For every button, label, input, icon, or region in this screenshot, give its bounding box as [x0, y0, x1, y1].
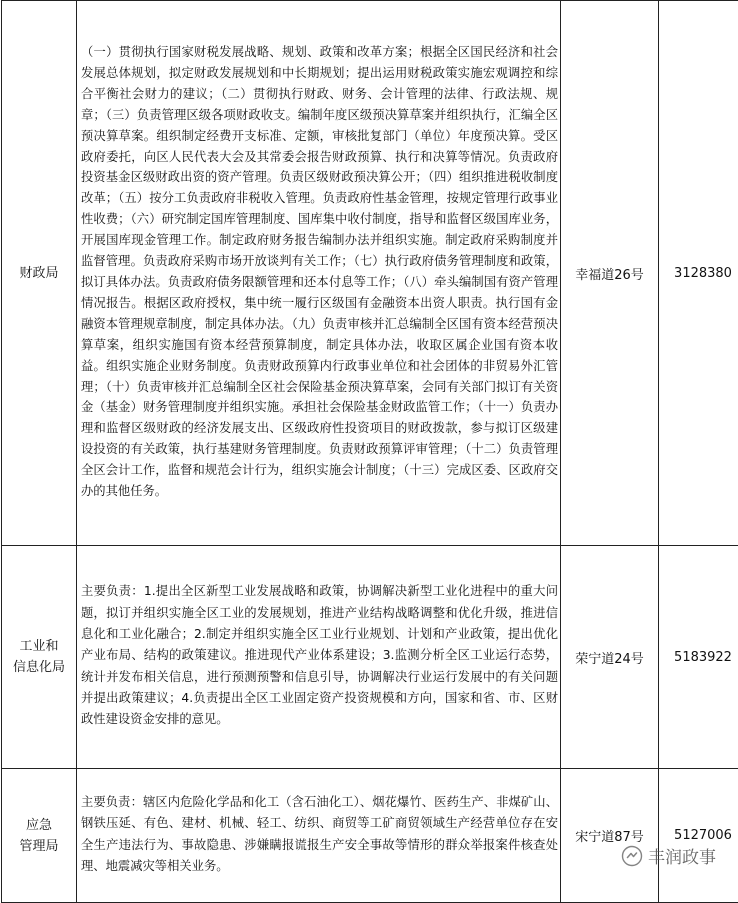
department-name-line: 应急 — [26, 818, 52, 833]
phone-text: 5127006 — [674, 828, 732, 843]
department-name-line: 管理局 — [19, 839, 58, 854]
department-name-text: 财政局 — [19, 266, 58, 281]
table-row — [2, 546, 738, 769]
address-text: 宋宁道87号 — [575, 830, 644, 845]
duties-text: （一）贯彻执行国家财税发展战略、规划、政策和改革方案；根据全区国民经济和社会发展总体规划，拟定财政发展规划和中长期规划；提出运用财税政策实施宏观调控和综合平衡社会财力的建议；（二）贯彻执行财政、财务、会计管理的法律、行政法规、规章；（三）负责管理区级各项财政收支。编制年度区级预决算草案并组织执行，汇编全区预决算草案。组织制定经费开支标准、定额，审核批复部门（单位）年度预决算。受区政府委托，向区人民代表大会及其常委会报告财政预算、执行和决算等情况。负责政府投资基金区级财政出资的资产管理。负责区级财政预决算公开；（四）组织推进税收制度改革；（五）按分工负责政府非税收入管理。负责政府性基金管理，按规定管理行政事业性收费；（六）研究制定国库管理制度、国库集中收付制度，指导和监督区级国库业务，开展国库现金管理工作。制定政府财务报告编制办法并组织实施。制定政府采购制度并监督管理。负责政府采购市场开放谈判有关工作；（七）执行政府债务管理制度和政策，拟订具体办法。负责政府债务限额管理和还本付息等工作；（八）牵头编制国有资产管理情况报告。根据区政府授权，集中统一履行区级国有金融资本出资人职责。执行国有金融资本管理规章制度，制定具体办法。（九）负责审核并汇总编制全区国有资本经营预决算草案，组织实施国有资本经营预算制度，制定具体办法，收取区属企业国有资本收益。组织实施企业财务制度。负责财政预算内行政事业单位和社会团体的非贸易外汇管理；（十）负责审核并汇总编制全区社会保险基金预决算草案，会同有关部门拟订有关资金（基金）财务管理制度并组织实施。承担社会保险基金财政监管工作；（十一）负责办理和监督区级财政的经济发展支出、区级政府性投资项目的财政拨款，参与拟订区级建设投资的有关政策，执行基建财务管理制度。负责财政预算评审管理；（十二）负责管理全区会计工作，监督和规范会计行为，组织实施会计制度；（十三）完成区委、区政府交办的其他任务。 — [81, 45, 558, 498]
address-text: 幸福道26号 — [575, 268, 644, 283]
wechat-official-account-icon — [621, 845, 643, 867]
watermark-text: 丰润政事 — [648, 843, 716, 868]
table-row — [2, 1, 738, 546]
department-address — [561, 769, 659, 903]
department-name — [2, 769, 77, 903]
department-phone — [659, 769, 738, 903]
department-duties — [77, 769, 561, 903]
department-duties — [77, 546, 561, 769]
department-name-line: 工业和 — [19, 639, 58, 654]
department-address — [561, 1, 659, 546]
department-phone — [659, 546, 738, 769]
duties-text: 主要负责：1.提出全区新型工业发展战略和政策，协调解决新型工业化进程中的重大问题，拟订并组织实施全区工业的发展规划，推进产业结构战略调整和优化升级，推进信息化和工业化融合；2.制定并组织实施全区工业行业规划、计划和产业政策，提出优化产业布局、结构的政策建议。推进现代产业体系建设；3.监测分析全区工业运行态势，统计并发布相关信息，进行预测预警和信息引导，协调解决行业运行发展中的有关问题并提出政策建议；4.负责提出全区工业固定资产投资规模和方向，国家和省、市、区财政性建设资金安排的意见。 — [81, 584, 558, 726]
department-name-line: 信息化局 — [13, 660, 65, 675]
phone-text: 5183922 — [674, 650, 732, 665]
duties-text: 主要负责：辖区内危险化学品和化工（含石油化工）、烟花爆竹、医药生产、非煤矿山、钢铁压延、有色、建材、机械、轻工、纺织、商贸等工矿商贸领域生产经营单位存在安全生产违法行为、事故隐患、涉嫌瞒报谎报生产安全事故等情形的群众举报案件核查处理、地震减灾等相关业务。 — [81, 795, 558, 873]
department-duties — [77, 1, 561, 546]
table-row — [2, 769, 738, 903]
address-text: 荣宁道24号 — [575, 652, 644, 667]
watermark — [621, 843, 716, 868]
phone-text: 3128380 — [674, 266, 732, 281]
department-phone — [659, 1, 738, 546]
department-name — [2, 546, 77, 769]
department-name — [2, 1, 77, 546]
department-table — [1, 0, 738, 903]
department-address — [561, 546, 659, 769]
